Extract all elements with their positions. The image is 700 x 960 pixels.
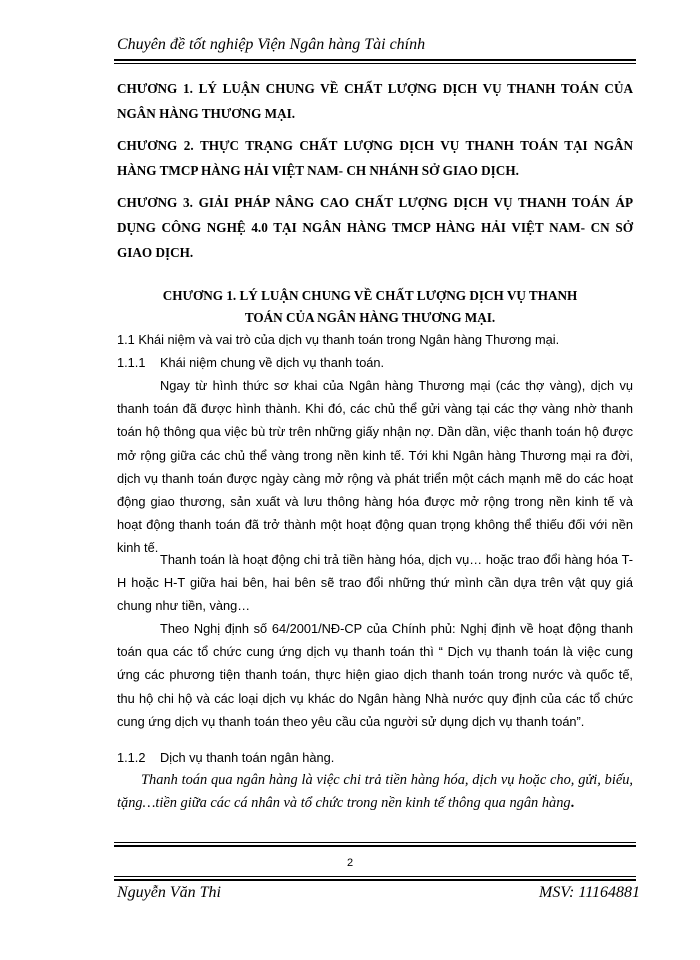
header-title: Chuyên đề tốt nghiệp Viện Ngân hàng Tài chính — [117, 36, 426, 53]
header-rule — [114, 59, 636, 61]
section-title: Khái niệm chung về dịch vụ thanh toán. — [160, 355, 385, 370]
section-1-1-heading: 1.1 Khái niệm và vai trò của dịch vụ thanh toán trong Ngân hàng Thương mại. — [117, 332, 560, 347]
header-rule-thin — [114, 63, 636, 64]
section-1-1-2-heading — [117, 746, 633, 769]
chapter-heading-line1: CHƯƠNG 1. LÝ LUẬN CHUNG VỀ CHẤT LƯỢNG DỊCH VỤ THANH — [162, 288, 578, 303]
chapter-heading-line2: TOÁN CỦA NGÂN HÀNG THƯƠNG MẠI. — [244, 310, 496, 325]
paragraph-text: Thanh toán qua ngân hàng là việc chi trả tiền hàng hóa, dịch vụ hoặc cho, gửi, biếu, tặng…tiền giữa các cá nhân và tổ chức trong nền kinh tế thông qua ngân hàng — [117, 772, 633, 812]
footer-rule-thin-2 — [114, 876, 636, 877]
section-number: 1.1.1 — [117, 355, 146, 370]
paragraph-decree-64: Theo Nghị định số 64/2001/NĐ-CP của Chính phủ: Nghị định về hoạt động thanh toán qua các tổ chức cung ứng dịch vụ thanh toán thì “ Dịch vụ thanh toán là việc cung ứng các phương tiện thanh toán, thực hiện giao dịch thanh toán trong nước và quốc tế, thu hộ chi hộ và các loại dịch vụ khác do Ngân hàng Nhà nước quy định của các tổ chức cung ứng dịch vụ thanh toán theo yêu cầu của người sử dụng dịch vụ thanh toán”. — [117, 621, 633, 729]
toc-entry-chapter-1: CHƯƠNG 1. LÝ LUẬN CHUNG VỀ CHẤT LƯỢNG DỊCH VỤ THANH TOÁN CỦA NGÂN HÀNG THƯƠNG MẠI. — [117, 81, 633, 121]
section-title: Dịch vụ thanh toán ngân hàng. — [160, 750, 335, 765]
chapter-heading — [130, 285, 610, 329]
section-number: 1.1.2 — [117, 750, 146, 765]
section-1-1-1-heading — [117, 351, 633, 374]
footer-rule-thin — [114, 842, 636, 843]
paragraph-bank-payment-italic — [117, 769, 633, 816]
footer-rule — [114, 845, 636, 847]
footer-author: Nguyễn Văn Thi — [117, 884, 221, 901]
paragraph-gold-merchants: Ngay từ hình thức sơ khai của Ngân hàng Thương mại (các thợ vàng), dịch vụ thanh toán đã được hình thành. Khi đó, các chủ thể gửi vàng tại các thợ vàng nhờ thanh toán hộ thông qua việc bù trừ trên những giấy nhận nợ. Dần dần, việc thanh toán hộ được mở rộng giữa các chủ thể vàng trong nền kinh tế. Tới khi Ngân hàng Thương mại ra đời, dịch vụ thanh toán được ngày càng mở rộng và phát triển một cách mạnh mẽ do các hoạt động giao thương, sản xuất và lưu thông hàng hóa được mở rộng trong nền kinh tế và hoạt động thanh toán đã trở thành một hoạt động quan trọng không thể thiếu đối với nền kinh tế. — [117, 378, 633, 556]
footer-student-id: MSV: 11164881 — [538, 884, 640, 901]
page-number: 2 — [346, 857, 354, 869]
toc-entry-chapter-2: CHƯƠNG 2. THỰC TRẠNG CHẤT LƯỢNG DỊCH VỤ THANH TOÁN TẠI NGÂN HÀNG TMCP HÀNG HẢI VIỆT NAM- CH NHÁNH SỞ GIAO DỊCH. — [117, 138, 633, 178]
paragraph-payment-definition: Thanh toán là hoạt động chi trả tiền hàng hóa, dịch vụ… hoặc trao đổi hàng hóa T-H hoặc H-T giữa hai bên, hai bên sẽ trao đổi những thứ mình cần dựa trên vật quy giá chung như tiền, vàng… — [117, 552, 633, 614]
toc-entry-chapter-3: CHƯƠNG 3. GIẢI PHÁP NÂNG CAO CHẤT LƯỢNG DỊCH VỤ THANH TOÁN ÁP DỤNG CÔNG NGHỆ 4.0 TẠI NGÂN HÀNG TMCP HÀNG HẢI VIỆT NAM- CN SỞ GIAO DỊCH. — [117, 195, 633, 260]
footer-rule-2 — [114, 879, 636, 881]
paragraph-end-dot: . — [570, 795, 575, 812]
